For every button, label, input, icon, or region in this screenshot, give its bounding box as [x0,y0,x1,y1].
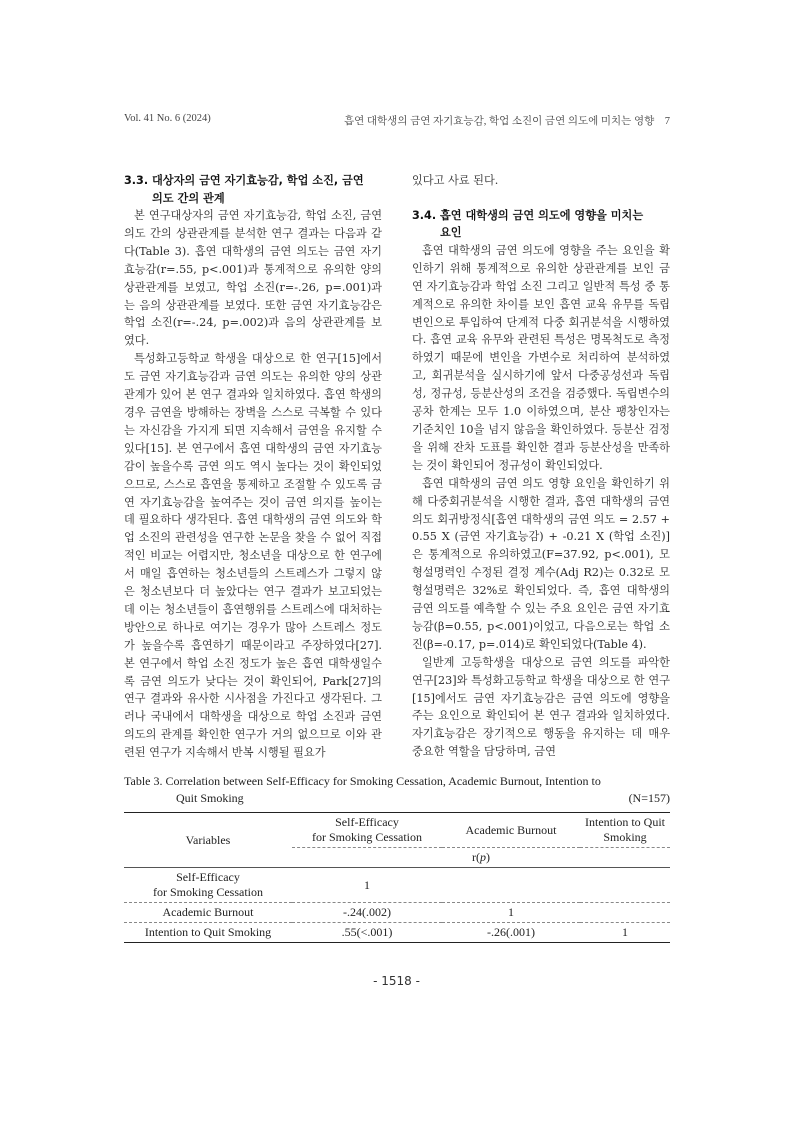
table-cell: .55(<.001) [292,923,442,943]
header-page-number: 7 [664,116,670,127]
running-title: 흡연 대학생의 금연 자기효능감, 학업 소진이 금연 의도에 미치는 영향 [343,116,655,127]
table-header-row [124,813,670,848]
table-row [124,868,670,903]
section-3-4-heading-line1: 3.4. 흡연 대학생의 금연 의도에 영향을 미치는 [412,208,644,222]
section-3-3-heading-line1: 3.3. 대상자의 금연 자기효능감, 학업 소진, 금연 [124,174,364,187]
table-cell: 1 [442,903,580,923]
header-intention-to-quit: Intention to Quit Smoking [580,813,670,848]
table-row [124,903,670,923]
running-title-group [344,113,670,128]
header-academic-burnout: Academic Burnout [442,813,580,848]
table-3-caption [124,773,670,807]
table-cell: 1 [292,868,442,903]
journal-volume: Vol. 41 No. 6 (2024) [124,113,211,124]
table-cell: -.26(.001) [442,923,580,943]
section-3-3-heading [124,172,382,207]
row-label: Academic Burnout [124,903,292,923]
page-number: - 1518 - [373,974,420,988]
right-paragraph-2: 흡연 대학생의 금연 의도 영향 요인을 확인하기 위해 다중회귀분석을 시행한 결과, 흡연 대학생의 금연 의도 회귀방정식[흡연 대학생의 금연 의도 = 2.57 + 0.55 X (금연 자기효능감) + -0.21 X (학업 소진)]은 통계적으로 유의하였고(F=37.92, p<.001), 모형설명력인 수정된 결정 계수(Adj R2)는 0.32로 모형설명력은 32%로 확인되었다. 즉, 흡연 대학생의 금연 의도를 예측할 수 있는 주요 요인은 금연 자기효능감(β=0.55, p<.001)이었고, 다음으로는 학업 소진(β=-0.17, p=.014)로 확인되었다(Table 4). [412,476,670,651]
left-paragraph-2: 특성화고등학교 학생을 대상으로 한 연구[15]에서도 금연 자기효능감과 금연 의도는 유의한 양의 상관관계가 있어 본 연구 결과와 일치하였다. 흡연 학생의 경우 금연을 방해하는 장벽을 스스로 극복할 수 있다는 자신감을 가지게 되면 지속해서 금연을 유지할 수 있다[15]. 본 연구에서 흡연 대학생의 금연 자기효능감이 높을수록 금연 의도 역시 높다는 것이 확인되었으므로, 스스로 흡연을 통제하고 조절할 수 있도록 금연 자기효능감을 높여주는 것이 금연 의지를 높이는 데 필요하다 생각된다. 흡연 대학생의 금연 의도와 학업 소진의 관련성을 연구한 논문을 찾을 수 없어 직접적인 비교는 어렵지만, 청소년을 대상으로 한 연구에서 매일 흡연하는 청소년들의 스트레스가 그렇지 않은 청소년보다 더 높았다는 연구 결과가 보고되었는데 이는 청소년들이 흡연행위를 스트레스에 대처하는 방안으로 하나로 여기는 경우가 많아 스트레스 정도가 높을수록 흡연하기 때문이라고 주장하였다[27]. 본 연구에서 학업 소진 정도가 높은 흡연 대학생일수록 금연 의도가 낮다는 것이 확인되어, Park[27]의 연구 결과와 유사한 시사점을 가진다고 생각된다. 그러나 국내에서 대학생을 대상으로 학업 소진과 금연 의도의 관계를 확인한 연구가 거의 없으므로 이와 관련된 연구가 지속해서 반복 시행될 필요가 [124,352,382,760]
right-paragraph-0: 있다고 사료 된다. [412,174,499,187]
table-cell [580,868,670,903]
right-column [412,172,670,761]
table-caption-line1: Table 3. Correlation between Self-Efficacy for Smoking Cessation, Academic Burnout, Intention to [124,774,601,788]
section-3-3-heading-line2: 의도 간의 관계 [152,191,225,205]
table-cell: -.24(.002) [292,903,442,923]
running-header [124,113,670,128]
table-cell [442,868,580,903]
table-cell [580,903,670,923]
rp-label: r(p) [292,848,670,868]
header-self-efficacy: Self-Efficacy for Smoking Cessation [292,813,442,848]
header-variables: Variables [124,813,292,868]
row-label: Self-Efficacy for Smoking Cessation [124,868,292,903]
section-3-4-heading [412,207,670,242]
left-paragraph-1: 본 연구대상자의 금연 자기효능감, 학업 소진, 금연 의도 간의 상관관계를 분석한 연구 결과는 다음과 같다(Table 3). 흡연 대학생의 금연 의도는 금연 자기효능감(r=.55, p<.001)과 통계적으로 유의한 양의 상관관계를 보였고, 학업 소진(r=-.26, p=.001)과는 음의 상관관계를 보였다. 또한 금연 자기효능감은 학업 소진(r=-.24, p=.002)과 음의 상관관계를 보였다. [124,209,382,348]
table-cell: 1 [580,923,670,943]
table-caption-line2: Quit Smoking [176,791,244,805]
correlation-table [124,812,670,943]
row-label: Intention to Quit Smoking [124,923,292,943]
table-row [124,923,670,943]
right-paragraph-1: 흡연 대학생의 금연 의도에 영향을 주는 요인을 확인하기 위해 통계적으로 유의한 상관관계를 보인 금연 자기효능감과 학업 소진 그리고 일반적 특성 중 통계적으로 유의한 차이를 보인 흡연 교육 유무를 독립변인으로 투입하여 단계적 다중 회귀분석을 시행하였다. 흡연 교육 유무와 관련된 특성은 명목척도로 측정하였기 때문에 변인을 가변수로 처리하여 분석하였고, 회귀분석을 실시하기에 앞서 다중공성선과 독립성, 정규성, 등분산성의 조건을 검증했다. 독립변수의 공차 한계는 모두 1.0 이하였으며, 분산 팽창인자는 기준치인 10을 넘지 않음을 확인하였다. 등분산 검정을 위해 잔차 도표를 확인한 결과 등분산성을 만족하는 것이 확인되어 정규성이 확인되었다. [412,243,670,472]
section-3-4-heading-line2: 요인 [440,226,462,240]
table-sample-size: (N=157) [628,791,670,805]
left-column [124,172,382,762]
right-paragraph-3: 일반계 고등학생을 대상으로 금연 의도를 파악한 연구[23]와 특성화고등학교 학생을 대상으로 한 연구[15]에서도 금연 자기효능감은 금연 의도에 영향을 주는 요인으로 확인되어 본 연구 결과와 일치하였다. 자기효능감은 장기적으로 행동을 유지하는 데 매우 중요한 역할을 담당하며, 금연 [412,655,670,759]
